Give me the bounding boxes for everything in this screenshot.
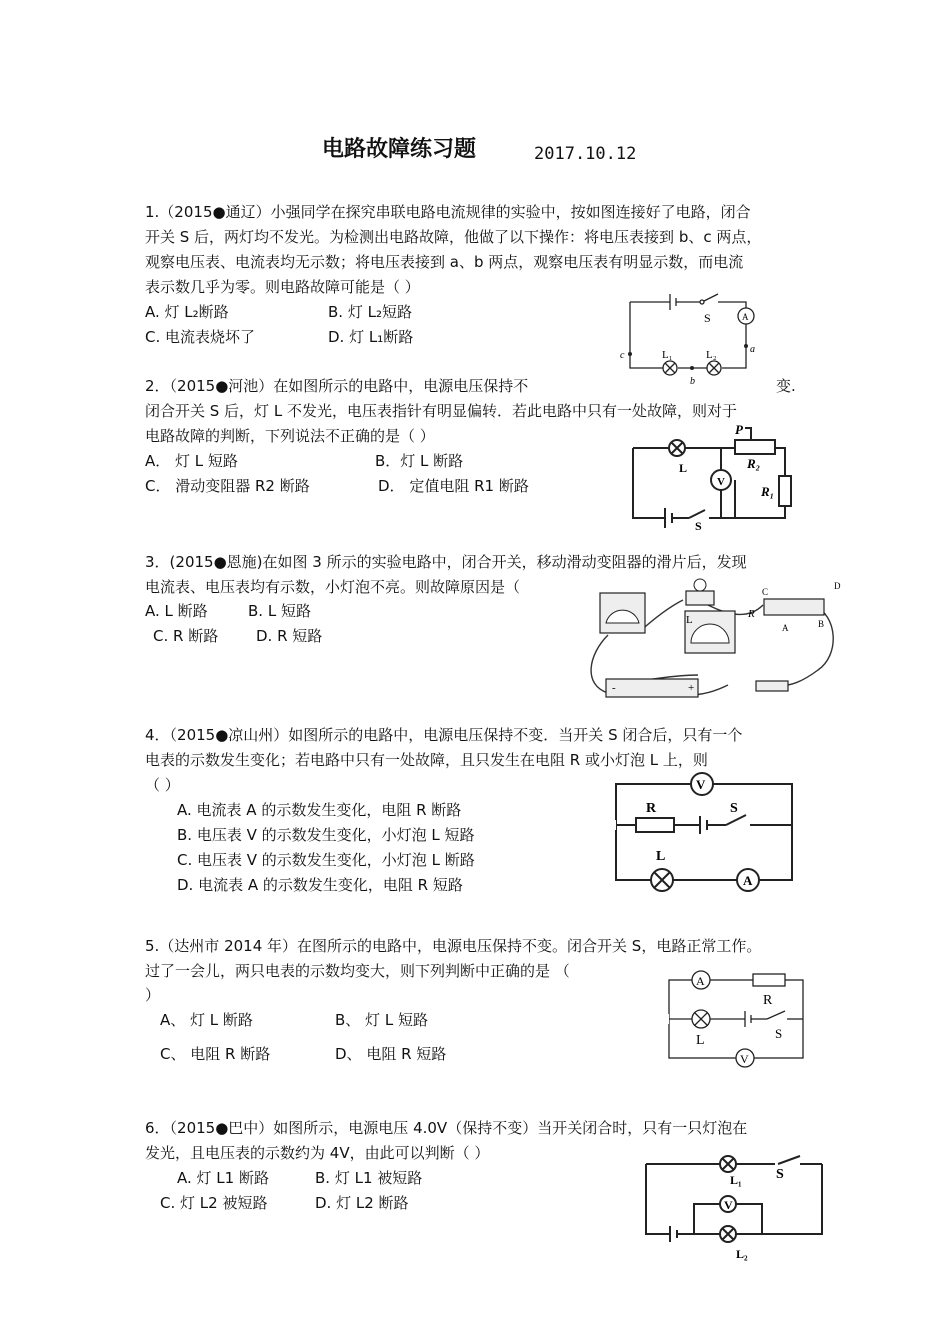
question-text-line: 2．（2015●河池）在如图所示的电路中，电源电压保持不 (145, 377, 529, 395)
switch-label: S (730, 801, 738, 816)
terminal-a-label: A (782, 623, 789, 633)
voltmeter-label: V (740, 1052, 749, 1066)
slider-p-label: P (735, 422, 743, 437)
option-b: B．灯 L 断路 (375, 452, 464, 470)
option-d: D. 灯 L2 断路 (315, 1194, 409, 1212)
option-b: B. 电压表 V 的示数发生变化，小灯泡 L 短路 (177, 826, 475, 844)
option-d: D. R 短路 (256, 627, 323, 645)
circuit-diagram-5 (663, 966, 813, 1074)
page-title: 电路故障练习题 (322, 137, 477, 162)
lamp-l2-label: L₂ (736, 1247, 748, 1261)
point-a-label: a (750, 344, 755, 355)
circuit-diagram-6 (640, 1148, 830, 1263)
voltmeter-label: V (696, 777, 706, 792)
option-d: D． 定值电阻 R1 断路 (378, 477, 529, 495)
resistor-label: R (646, 801, 657, 816)
rheostat-label: R (748, 608, 755, 620)
option-c: C、 电阻 R 断路 (160, 1045, 271, 1063)
circuit-diagram-4 (610, 768, 800, 898)
page-date: 2017.10.12 (534, 144, 637, 164)
option-c: C. R 断路 (153, 627, 219, 645)
voltmeter-label: V (724, 1198, 733, 1212)
option-c: C. 电压表 V 的示数发生变化，小灯泡 L 断路 (177, 851, 475, 869)
terminal-d-label: D (834, 581, 841, 591)
point-b-label: b (690, 376, 695, 387)
question-text-line: 3．(2015●恩施)在如图 3 所示的实验电路中，闭合开关，移动滑动变阻器的滑片后，发现 (145, 553, 747, 571)
battery-minus-label: - (612, 682, 616, 694)
voltmeter-label: V (717, 476, 725, 488)
lamp-l2-label: L₂ (706, 349, 717, 361)
option-c: C． 滑动变阻器 R2 断路 (145, 477, 310, 495)
question-text-line: ） (145, 986, 161, 1004)
circuit-diagram-2 (625, 418, 797, 530)
ammeter-label: A (743, 873, 753, 888)
question-text-line: 1.（2015●通辽）小强同学在探究串联电路电流规律的实验中，按如图连接好了电路，闭合 (145, 203, 751, 221)
question-text-line: 发光，且电压表的示数约为 4V，由此可以判断（ ） (145, 1144, 490, 1162)
point-c-label: c (620, 350, 625, 361)
option-c: C. 灯 L2 被短路 (160, 1194, 268, 1212)
lamp-label: L (686, 614, 693, 626)
option-b: B. 灯 L₂短路 (328, 303, 412, 321)
lamp-label: L (696, 1033, 705, 1048)
resistor-r1-label: R₁ (761, 484, 775, 499)
lamp-label: L (656, 849, 666, 864)
option-d: D. 电流表 A 的示数发生变化，电阻 R 短路 (177, 876, 463, 894)
question-text-line: 过了一会儿，两只电表的示数均变大，则下列判断中正确的是 （ (145, 962, 570, 980)
question-text-line: 电路故障的判断，下列说法不正确的是（ ） (145, 427, 435, 445)
circuit-diagram-3 (578, 575, 848, 707)
question-text-line: 5.（达州市 2014 年）在图所示的电路中，电源电压保持不变。闭合开关 S，电路正常工作。 (145, 937, 762, 955)
switch-label: S (775, 1026, 783, 1041)
option-b: B. 灯 L1 被短路 (315, 1169, 423, 1187)
question-text-line: 表示数几乎为零。则电路故障可能是（ ） (145, 278, 420, 296)
lamp-l1-label: L₁ (662, 349, 673, 361)
question-text-line: 电流表、电压表均有示数，小灯泡不亮。则故障原因是（ (145, 578, 521, 596)
option-d: D、 电阻 R 短路 (335, 1045, 447, 1063)
option-c: C. 电流表烧坏了 (145, 328, 256, 346)
question-text-line: 观察电压表、电流表均无示数；将电压表接到 a、b 两点，观察电压表有明显示数，而电流 (145, 253, 744, 271)
option-a: A. 灯 L₂断路 (145, 303, 229, 321)
option-a: A. 电流表 A 的示数发生变化，电阻 R 断路 (177, 801, 462, 819)
option-a: A． 灯 L 短路 (145, 452, 238, 470)
ammeter-label: A (742, 312, 749, 322)
question-text-line: （ ） (145, 776, 180, 794)
option-b: B. L 短路 (248, 602, 311, 620)
resistor-r2-label: R₂ (747, 456, 761, 471)
lamp-label: L (679, 461, 688, 475)
question-text-line: 闭合开关 S 后，灯 L 不发光，电压表指针有明显偏转．若此电路中只有一处故障，则对于 (145, 402, 737, 420)
terminal-b-label: B (818, 619, 825, 629)
switch-label: S (776, 1167, 784, 1182)
option-a: A. L 断路 (145, 602, 208, 620)
lamp-l1-label: L₁ (730, 1173, 742, 1187)
option-b: B、 灯 L 短路 (335, 1011, 428, 1029)
option-a: A、 灯 L 断路 (160, 1011, 253, 1029)
question-text-line: 6．（2015●巴中）如图所示，电源电压 4.0V（保持不变）当开关闭合时，只有一只灯泡在 (145, 1119, 748, 1137)
option-a: A. 灯 L1 断路 (177, 1169, 269, 1187)
question-text-line-tail: 变. (776, 377, 796, 395)
question-text-line: 电表的示数发生变化；若电路中只有一处故障，且只发生在电阻 R 或小灯泡 L 上，则 (145, 751, 708, 769)
question-text-line: 4．（2015●凉山州）如图所示的电路中，电源电压保持不变．当开关 S 闭合后，只有一个 (145, 726, 743, 744)
resistor-label: R (763, 993, 773, 1008)
switch-label: S (695, 519, 702, 530)
ammeter-label: A (696, 974, 705, 988)
question-text-line: 开关 S 后，两灯均不发光。为检测出电路故障，他做了以下操作：将电压表接到 b、c 两点， (145, 228, 762, 246)
switch-label: S (704, 311, 711, 325)
option-d: D. 灯 L₁断路 (328, 328, 414, 346)
circuit-diagram-1 (618, 288, 763, 388)
terminal-c-label: C (762, 587, 769, 597)
battery-plus-label: + (688, 682, 695, 694)
